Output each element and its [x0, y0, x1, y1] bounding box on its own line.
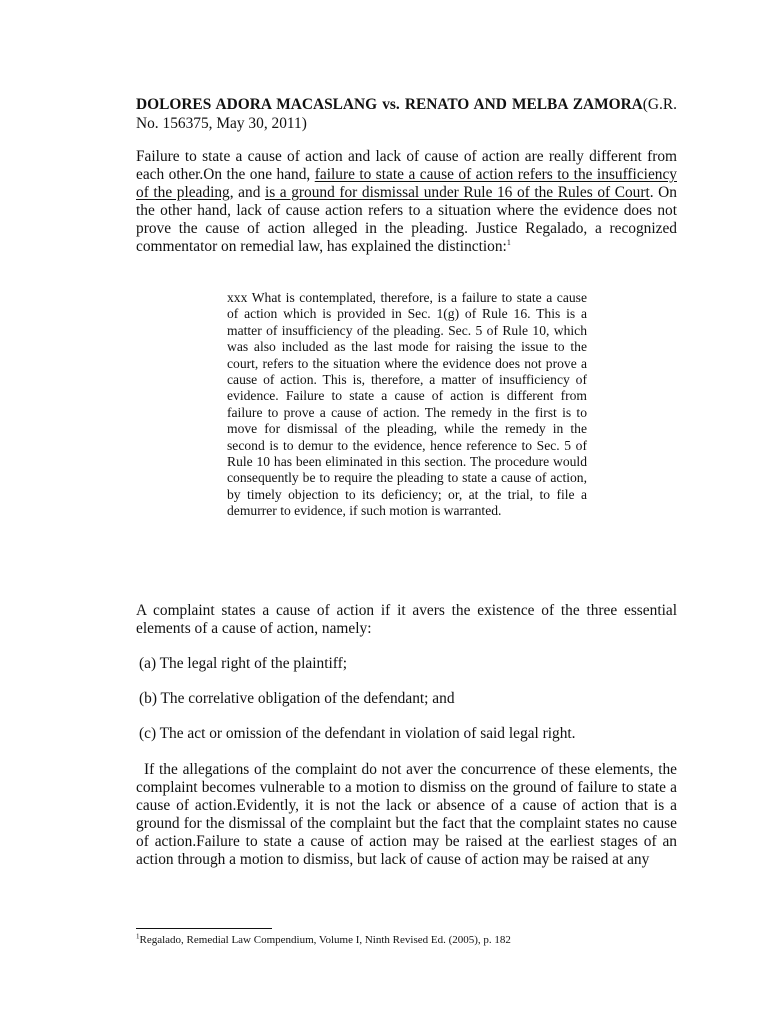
- footnote-divider: [136, 928, 272, 929]
- list-item: (b) The correlative obligation of the defendant; and: [139, 690, 455, 707]
- case-title-parties: DOLORES ADORA MACASLANG vs. RENATO AND MELBA ZAMORA: [136, 96, 643, 113]
- paragraph-elements-intro: A complaint states a cause of action if it avers the existence of the three essential elements of a cause of action, namely:: [136, 602, 677, 637]
- footnote-reference[interactable]: 1: [506, 237, 511, 247]
- paragraph-distinction: [136, 148, 677, 255]
- block-quote: xxx What is contemplated, therefore, is a failure to state a cause of action which is provided in Sec. 1(g) of Rule 16. This is a matter of insufficiency of the pleading. Sec. 5 of Rule 10, which was also included as the last mode for raising the issue to the court, refers to the situation where the evidence does not prove a cause of action. This is, therefore, a matter of insufficiency of evidence. Failure to state a cause of action is different from failure to prove a cause of action. The remedy in the first is to move for dismissal of the pleading, while the remedy in the second is to demur to the evidence, hence reference to Sec. 5 of Rule 10 has been eliminated in this section. The procedure would consequently be to require the pleading to state a cause of action, by timely objection to its deficiency; or, at the trial, to file a demurrer to evidence, if such motion is warranted.: [227, 290, 587, 519]
- list-item: (c) The act or omission of the defendant in violation of said legal right.: [139, 725, 576, 742]
- paragraph-allegations: [136, 761, 677, 868]
- case-title: [136, 95, 677, 133]
- case-citation: (G.R. No. 156375, May 30, 2011): [136, 96, 677, 132]
- paragraph-text: Failure to state a cause of action and lack of cause of action are really different from each other.On the one hand,: [136, 148, 677, 183]
- list-item: (a) The legal right of the plaintiff;: [139, 655, 347, 672]
- underlined-text: is a ground for dismissal under Rule 16 of the Rules of Court: [264, 183, 650, 201]
- paragraph-text: . On the other hand, lack of cause action refers to a situation where the evidence does not prove the cause of action alleged in the pleading. Justice Regalado, a recognized commentator on remedial law, has explained the distinction:: [136, 183, 677, 255]
- footnote-text: Regalado, Remedial Law Compendium, Volume I, Ninth Revised Ed. (2005), p. 182: [139, 934, 511, 946]
- paragraph-text: , and: [229, 183, 265, 201]
- paragraph-text: If the allegations of the complaint do not aver the concurrence of these elements, the complaint becomes vulnerable to a motion to dismiss on the ground of failure to state a cause of action.Evidently, it is not the lack or absence of a cause of action that is a ground for the dismissal of the complaint but the fact that the complaint states no cause of action.Failure to state a cause of action may be raised at the earliest stages of an action through a motion to dismiss, but lack of cause of action may be raised at any: [136, 761, 677, 868]
- footnote: [136, 934, 511, 947]
- footnote-number: 1: [136, 932, 140, 941]
- underlined-text: failure to state a cause of action refers to the insufficiency of the pleading: [136, 165, 677, 201]
